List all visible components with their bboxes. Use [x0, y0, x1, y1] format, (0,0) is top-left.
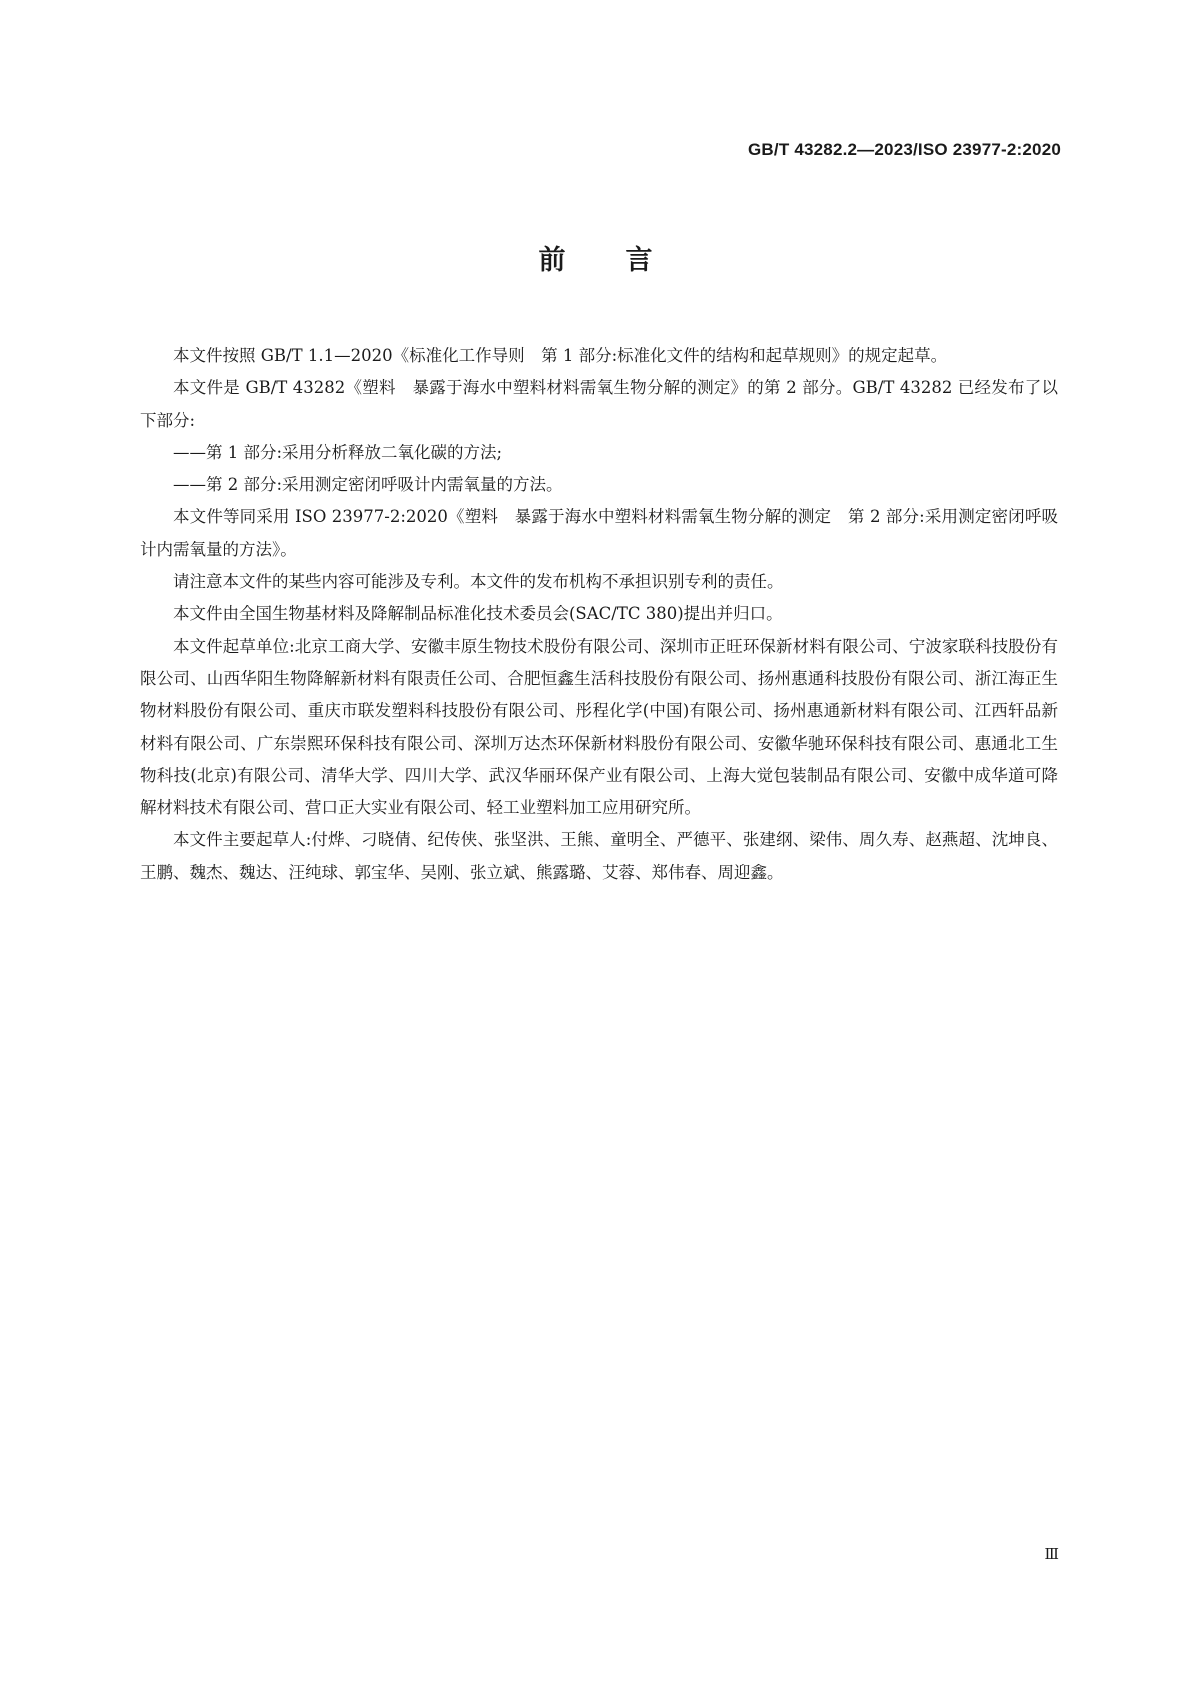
paragraph-patent-notice: 请注意本文件的某些内容可能涉及专利。本文件的发布机构不承担识别专利的责任。: [173, 572, 784, 592]
paragraph-drafting-basis: 本文件按照 GB/T 1.1—2020《标准化工作导则 第 1 部分:标准化文件的结构和起草规则》的规定起草。: [173, 346, 948, 365]
list-item-part-1: ——第 1 部分:采用分析释放二氧化碳的方法;: [173, 442, 503, 462]
paragraph-committee: 本文件由全国生物基材料及降解制品标准化技术委员会(SAC/TC 380)提出并归口。: [173, 604, 783, 624]
paragraph-drafting-units: 本文件起草单位:北京工商大学、安徽丰原生物技术股份有限公司、深圳市正旺环保新材料有限公司、宁波家联科技股份有限公司、山西华阳生物降解新材料有限责任公司、合肥恒鑫生活科技股份有限公司、扬州惠通科技股份有限公司、浙江海正生物材料股份有限公司、重庆市联发塑料科技股份有限公司、彤程化学(中国)有限公司、扬州惠通新材料有限公司、江西轩品新材料有限公司、广东崇熙环保科技有限公司、深圳万达杰环保新材料股份有限公司、安徽华驰环保科技有限公司、惠通北工生物科技(北京)有限公司、清华大学、四川大学、武汉华丽环保产业有限公司、上海大觉包装制品有限公司、安徽中成华道可降解材料技术有限公司、营口正大实业有限公司、轻工业塑料加工应用研究所。: [140, 636, 1058, 818]
paragraph-drafters: 本文件主要起草人:付烨、刁晓倩、纪传侠、张坚洪、王熊、童明全、严德平、张建纲、梁伟、周久寿、赵燕超、沈坤良、王鹏、魏杰、魏达、汪纯球、郭宝华、吴刚、张立斌、熊露璐、艾蓉、郑伟春、周迎鑫。: [140, 830, 1058, 882]
paragraph-adoption: 本文件等同采用 ISO 23977-2:2020《塑料 暴露于海水中塑料材料需氧生物分解的测定 第 2 部分:采用测定密闭呼吸计内需氧量的方法》。: [140, 507, 1058, 559]
standard-code: GB/T 43282.2—2023/ISO 23977-2:2020: [748, 140, 1061, 159]
page-number: Ⅲ: [1044, 1545, 1059, 1563]
preface-body: [140, 340, 1058, 889]
paragraph-document-part: 本文件是 GB/T 43282《塑料 暴露于海水中塑料材料需氧生物分解的测定》的第 2 部分。GB/T 43282 已经发布了以下部分:: [140, 378, 1058, 430]
list-item-part-2: ——第 2 部分:采用测定密闭呼吸计内需氧量的方法。: [173, 475, 563, 495]
page-title: 前言: [538, 245, 713, 276]
